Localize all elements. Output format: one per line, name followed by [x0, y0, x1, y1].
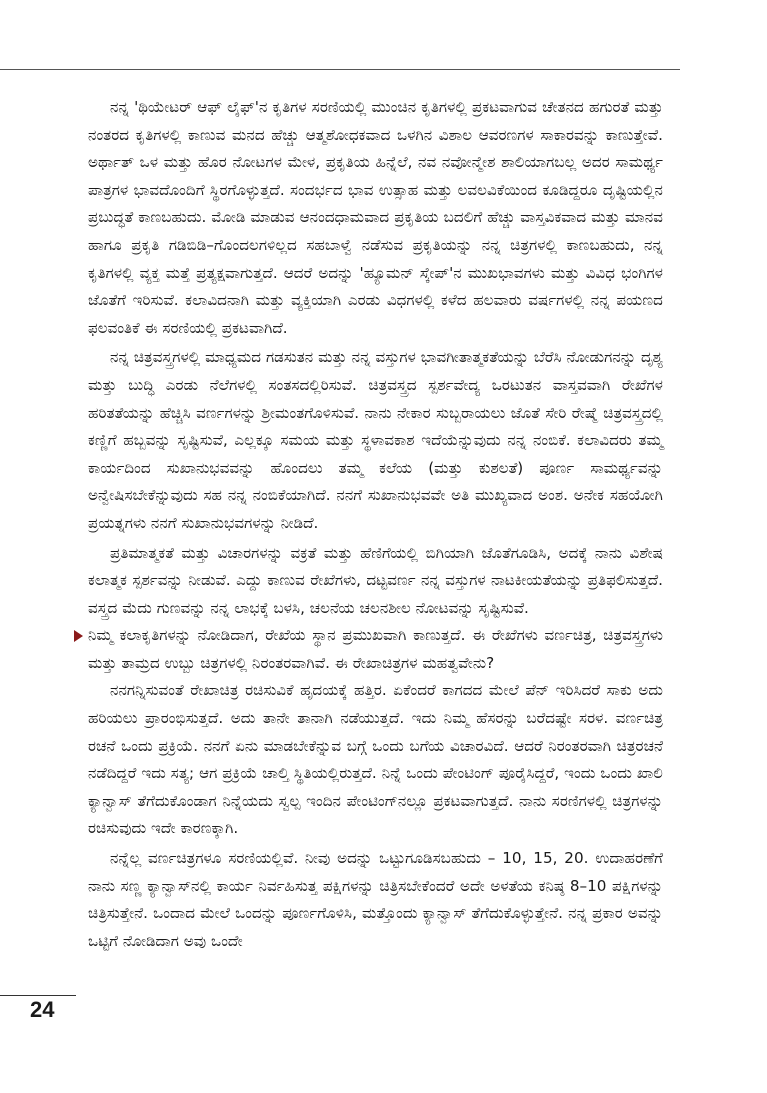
footer-rule — [0, 995, 76, 996]
body-paragraph-2: ನನ್ನ ಚಿತ್ರವಸ್ತ್ರಗಳಲ್ಲಿ ಮಾಧ್ಯಮದ ಗಡಸುತನ ಮತ್ತು ನನ್ನ ವಸ್ತುಗಳ ಭಾವಗೀತಾತ್ಮಕತೆಯನ್ನು ಬೆರೆಸಿ ನೋಡುಗನನ್ನು ದೃಶ್ಯ ಮತ್ತು ಬುದ್ಧಿ ಎರಡು ನೆಲೆಗಳಲ್ಲಿ ಸಂತಸದಲ್ಲಿರಿಸುವೆ. ಚಿತ್ರವಸ್ತ್ರದ ಸ್ಪರ್ಶವೇದ್ಯ ಒರಟುತನ ವಾಸ್ತವವಾಗಿ ರೇಖೆಗಳ ಹರಿತತೆಯನ್ನು ಹೆಚ್ಚಿಸಿ ವರ್ಣಗಳನ್ನು ಶ್ರೀಮಂತಗೊಳಿಸುವೆ. ನಾನು ನೇಕಾರ ಸುಬ್ಬರಾಯಲು ಜೊತೆ ಸೇರಿ ರೇಷ್ಮೆ ಚಿತ್ರವಸ್ತ್ರದಲ್ಲಿ ಕಣ್ಣಿಗೆ ಹಬ್ಬವನ್ನು ಸೃಷ್ಟಿಸುವೆ, ಎಲ್ಲಕ್ಕೂ ಸಮಯ ಮತ್ತು ಸ್ಥಳಾವಕಾಶ ಇದೆಯೆನ್ನುವುದು ನನ್ನ ನಂಬಿಕೆ. ಕಲಾವಿದರು ತಮ್ಮ ಕಾರ್ಯದಿಂದ ಸುಖಾನುಭವವನ್ನು ಹೊಂದಲು ತಮ್ಮ ಕಲೆಯ (ಮತ್ತು ಕುಶಲತೆ) ಪೂರ್ಣ ಸಾಮರ್ಥ್ಯವನ್ನು ಅನ್ವೇಷಿಸಬೇಕೆನ್ನುವುದು ಸಹ ನನ್ನ ನಂಬಿಕೆಯಾಗಿದೆ. ನನಗೆ ಸುಖಾನುಭವವೇ ಅತಿ ಮುಖ್ಯವಾದ ಅಂಶ. ಅನೇಕ ಸಹಯೋಗಿ ಪ್ರಯತ್ನಗಳು ನನಗೆ ಸುಖಾನುಭವಗಳನ್ನು ನೀಡಿದೆ. — [88, 348, 663, 532]
article-body — [88, 94, 663, 955]
body-paragraph-1: ನನ್ನ 'ಥಿಯೇಟರ್ ಆಫ್ ಲೈಫ್'ನ ಕೃತಿಗಳ ಸರಣಿಯಲ್ಲಿ ಮುಂಚಿನ ಕೃತಿಗಳಲ್ಲಿ ಪ್ರಕಟವಾಗುವ ಚೇತನದ ಹಗುರತೆ ಮತ್ತು ನಂತರದ ಕೃತಿಗಳಲ್ಲಿ ಕಾಣುವ ಮನದ ಹೆಚ್ಚು ಆತ್ಮಶೋಧಕವಾದ ಒಳಗಿನ ವಿಶಾಲ ಆವರಣಗಳ ಸಾಕಾರವನ್ನು ಕಾಣುತ್ತೇವೆ. ಅರ್ಥಾತ್ ಒಳ ಮತ್ತು ಹೊರ ನೋಟಗಳ ಮೇಳ, ಪ್ರಕೃತಿಯ ಹಿನ್ನೆಲೆ, ನವ ನವೋನ್ಮೇಶ ಶಾಲಿಯಾಗಬಲ್ಲ ಅದರ ಸಾಮರ್ಥ್ಯ ಪಾತ್ರಗಳ ಭಾವದೊಂದಿಗೆ ಸ್ಥಿರಗೊಳ್ಳುತ್ತದೆ. ಸಂದರ್ಭದ ಭಾವ ಉತ್ಸಾಹ ಮತ್ತು ಲವಲವಿಕೆಯಿಂದ ಕೂಡಿದ್ದರೂ ದೃಷ್ಟಿಯಲ್ಲಿನ ಪ್ರಬುದ್ಧತೆ ಕಾಣಬಹುದು. ಮೋಡಿ ಮಾಡುವ ಆನಂದಧಾಮವಾದ ಪ್ರಕೃತಿಯ ಬದಲಿಗೆ ಹೆಚ್ಚು ವಾಸ್ತವಿಕವಾದ ಮತ್ತು ಮಾನವ ಹಾಗೂ ಪ್ರಕೃತಿ ಗಡಿಬಿಡಿ–ಗೊಂದಲಗಳಿಲ್ಲದ ಸಹಬಾಳ್ವೆ ನಡೆಸುವ ಪ್ರಕೃತಿಯನ್ನು ನನ್ನ ಚಿತ್ರಗಳಲ್ಲಿ ಕಾಣಬಹುದು, ನನ್ನ ಕೃತಿಗಳಲ್ಲಿ ವ್ಯಕ್ತ ಮತ್ತೆ ಪ್ರತ್ಯಕ್ಷವಾಗುತ್ತದೆ. ಆದರೆ ಅದನ್ನು 'ಹ್ಯೂಮನ್ ಸ್ಕೇಪ್'ನ ಮುಖಭಾವಗಳು ಮತ್ತು ವಿವಿಧ ಭಂಗಿಗಳ ಜೊತೆಗೆ ಇರಿಸುವೆ. ಕಲಾವಿದನಾಗಿ ಮತ್ತು ವ್ಯಕ್ತಿಯಾಗಿ ಎರಡು ವಿಧಗಳಲ್ಲಿ ಕಳೆದ ಹಲವಾರು ವರ್ಷಗಳಲ್ಲಿ ನನ್ನ ಪಯಣದ ಫಲವಂತಿಕೆ ಈ ಸರಣಿಯಲ್ಲಿ ಪ್ರಕಟವಾಗಿದೆ. — [88, 98, 663, 337]
answer-paragraph-2: ನನ್ನೆಲ್ಲ ವರ್ಣಚಿತ್ರಗಳೂ ಸರಣಿಯಲ್ಲಿವೆ. ನೀವು ಅದನ್ನು ಒಟ್ಟುಗೂಡಿಸಬಹುದು – 10, 15, 20. ಉದಾಹರಣೆಗೆ ನಾನು ಸಣ್ಣ ಕ್ಯಾನ್ವಾಸ್‌ನಲ್ಲಿ ಕಾರ್ಯ ನಿರ್ವಹಿಸುತ್ತ ಪಕ್ಷಿಗಳನ್ನು ಚಿತ್ರಿಸಬೇಕೆಂದರೆ ಅದೇ ಅಳತೆಯ ಕನಿಷ್ಠ 8–10 ಪಕ್ಷಿಗಳನ್ನು ಚಿತ್ರಿಸುತ್ತೇನೆ. ಒಂದಾದ ಮೇಲೆ ಒಂದನ್ನು ಪೂರ್ಣಗೊಳಿಸಿ, ಮತ್ತೊಂದು ಕ್ಯಾನ್ವಾಸ್ ತೆಗೆದುಕೊಳ್ಳುತ್ತೇನೆ. ನನ್ನ ಪ್ರಕಾರ ಅವನ್ನು ಒಟ್ಟಿಗೆ ನೋಡಿದಾಗ ಅವು ಒಂದೇ — [88, 849, 663, 950]
question-marker-icon — [74, 630, 83, 642]
question-text: ನಿಮ್ಮ ಕಲಾಕೃತಿಗಳನ್ನು ನೋಡಿದಾಗ, ರೇಖೆಯ ಸ್ಥಾನ ಪ್ರಮುಖವಾಗಿ ಕಾಣುತ್ತದೆ. ಈ ರೇಖೆಗಳು ವರ್ಣಚಿತ್ರ, ಚಿತ್ರವಸ್ತ್ರಗಳು ಮತ್ತು ತಾಮ್ರದ ಉಬ್ಬು ಚಿತ್ರಗಳಲ್ಲಿ ನಿರಂತರವಾಗಿವೆ. ಈ ರೇಖಾಚಿತ್ರಗಳ ಮಹತ್ವವೇನು? — [88, 626, 663, 672]
page-number: 24 — [30, 997, 55, 1022]
header-rule — [0, 69, 680, 70]
interview-question — [88, 622, 663, 677]
body-paragraph-3: ಪ್ರತಿಮಾತ್ಮಕತೆ ಮತ್ತು ವಿಚಾರಗಳನ್ನು ವಕ್ರತೆ ಮತ್ತು ಹೆಣಿಗೆಯಲ್ಲಿ ಬಿಗಿಯಾಗಿ ಜೊತೆಗೂಡಿಸಿ, ಅದಕ್ಕೆ ನಾನು ವಿಶೇಷ ಕಲಾತ್ಮಕ ಸ್ಪರ್ಶವನ್ನು ನೀಡುವೆ. ಎದ್ದು ಕಾಣುವ ರೇಖೆಗಳು, ದಟ್ಟವರ್ಣ ನನ್ನ ವಸ್ತುಗಳ ನಾಟಕೀಯತೆಯನ್ನು ಪ್ರತಿಫಲಿಸುತ್ತದೆ. ವಸ್ತ್ರದ ಮೆದು ಗುಣವನ್ನು ನನ್ನ ಲಾಭಕ್ಕೆ ಬಳಸಿ, ಚಲನೆಯ ಚಲನಶೀಲ ನೋಟವನ್ನು ಸೃಷ್ಟಿಸುವೆ. — [88, 543, 663, 617]
answer-paragraph-1: ನನಗನ್ನಿಸುವಂತೆ ರೇಖಾಚಿತ್ರ ರಚಿಸುವಿಕೆ ಹೃದಯಕ್ಕೆ ಹತ್ತಿರ. ಏಕೆಂದರೆ ಕಾಗದದ ಮೇಲೆ ಪೆನ್ ಇರಿಸಿದರೆ ಸಾಕು ಅದು ಹರಿಯಲು ಪ್ರಾರಂಭಿಸುತ್ತದೆ. ಅದು ತಾನೇ ತಾನಾಗಿ ನಡೆಯುತ್ತದೆ. ಇದು ನಿಮ್ಮ ಹೆಸರನ್ನು ಬರೆದಷ್ಟೇ ಸರಳ. ವರ್ಣಚಿತ್ರ ರಚನೆ ಒಂದು ಪ್ರಕ್ರಿಯೆ. ನನಗೆ ಏನು ಮಾಡಬೇಕೆನ್ನುವ ಬಗ್ಗೆ ಒಂದು ಬಗೆಯ ವಿಚಾರವಿದೆ. ಆದರೆ ನಿರಂತರವಾಗಿ ಚಿತ್ರರಚನೆ ನಡೆದಿದ್ದರೆ ಇದು ಸತ್ಯ; ಆಗ ಪ್ರಕ್ರಿಯೆ ಚಾಲ್ತಿ ಸ್ಥಿತಿಯಲ್ಲಿರುತ್ತದೆ. ನಿನ್ನೆ ಒಂದು ಪೇಂಟಿಂಗ್ ಪೂರೈಸಿದ್ದರೆ, ಇಂದು ಒಂದು ಖಾಲಿ ಕ್ಯಾನ್ವಾಸ್ ತೆಗೆದುಕೊಂಡಾಗ ನಿನ್ನೆಯದು ಸ್ವಲ್ಪ ಇಂದಿನ ಪೇಂಟಿಂಗ್‌ನಲ್ಲೂ ಪ್ರಕಟವಾಗುತ್ತದೆ. ನಾನು ಸರಣಿಗಳಲ್ಲಿ ಚಿತ್ರಗಳನ್ನು ರಚಿಸುವುದು ಇದೇ ಕಾರಣಕ್ಕಾಗಿ. — [88, 681, 663, 838]
